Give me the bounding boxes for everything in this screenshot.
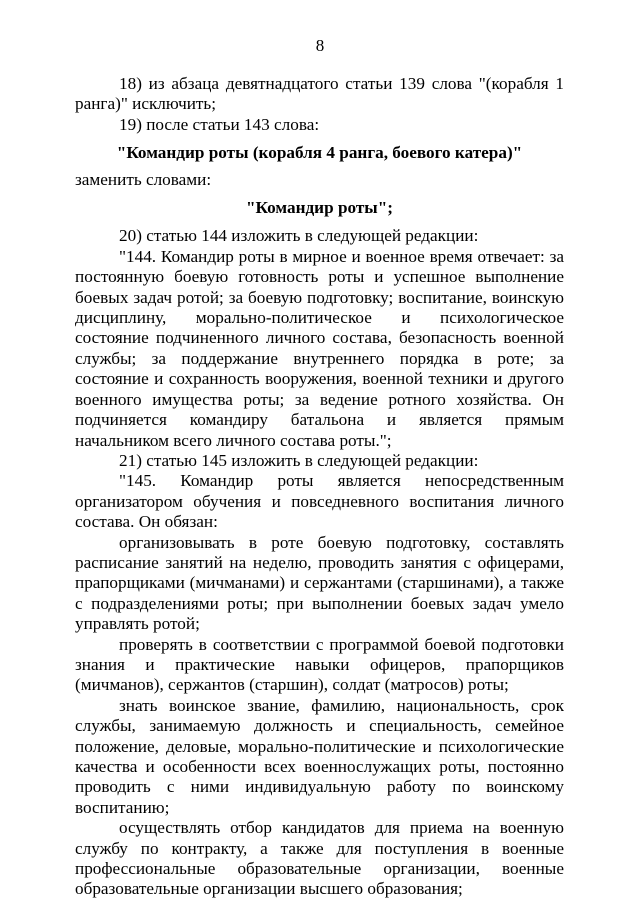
article-145-intro: "145. Командир роты является непосредственным организатором обучения и повседневного воспитания личного состава. Он обязан: <box>75 471 564 532</box>
paragraph-item-18: 18) из абзаца девятнадцатого статьи 139 слова "(корабля 1 ранга)" исключить; <box>75 74 564 114</box>
old-heading: "Командир роты (корабля 4 ранга, боевого катера)" <box>116 143 523 163</box>
duty-item: проверять в соответствии с программой боевой подготовки знания и практические навыки офицеров, прапорщиков (мичманов), сержантов (старшин), солдат (матросов) роты; <box>75 634 564 695</box>
page-number: 8 <box>315 36 325 55</box>
paragraph-item-20: 20) статью 144 изложить в следующей редакции: <box>119 226 479 246</box>
document-body <box>75 74 564 900</box>
article-144-text: "144. Командир роты в мирное и военное время отвечает: за постоянную боевую готовность роты и успешное выполнение боевых задач ротой; за боевую подготовку; воспитание, воинскую дисциплину, морально-политическое и психологическое состояние подчиненного личного состава, безопасность военной службы; за поддержание внутреннего порядка в роте; за состояние и сохранность вооружения, военной техники и другого военного имущества роты; за ведение ротного хозяйства. Он подчиняется командиру батальона и является прямым начальником всего личного состава роты."; <box>75 246 564 450</box>
duty-item: организовывать в роте боевую подготовку, составлять расписание занятий на неделю, проводить занятия с офицерами, прапорщиками (мичманами) и сержантами (старшинами), а также с подразделениями роты; при выполнении боевых задач умело управлять ротой; <box>75 532 564 634</box>
paragraph-item-21: 21) статью 145 изложить в следующей редакции: <box>119 450 479 470</box>
paragraph-item-19: 19) после статьи 143 слова: <box>119 114 320 134</box>
replace-instruction: заменить словами: <box>75 169 212 189</box>
new-heading: "Командир роты"; <box>245 198 393 218</box>
duty-item: знать воинское звание, фамилию, национальность, срок службы, занимаемую должность и специальность, семейное положение, деловые, морально-политические и психологические качества и особенности всех военнослужащих роты, постоянно проводить с ними индивидуальную работу по воинскому воспитанию; <box>75 695 564 817</box>
duty-item: осуществлять отбор кандидатов для приема на военную службу по контракту, а также для поступления в военные профессиональные образовательные организации, военные образовательные организации высшего образования; <box>75 818 564 899</box>
